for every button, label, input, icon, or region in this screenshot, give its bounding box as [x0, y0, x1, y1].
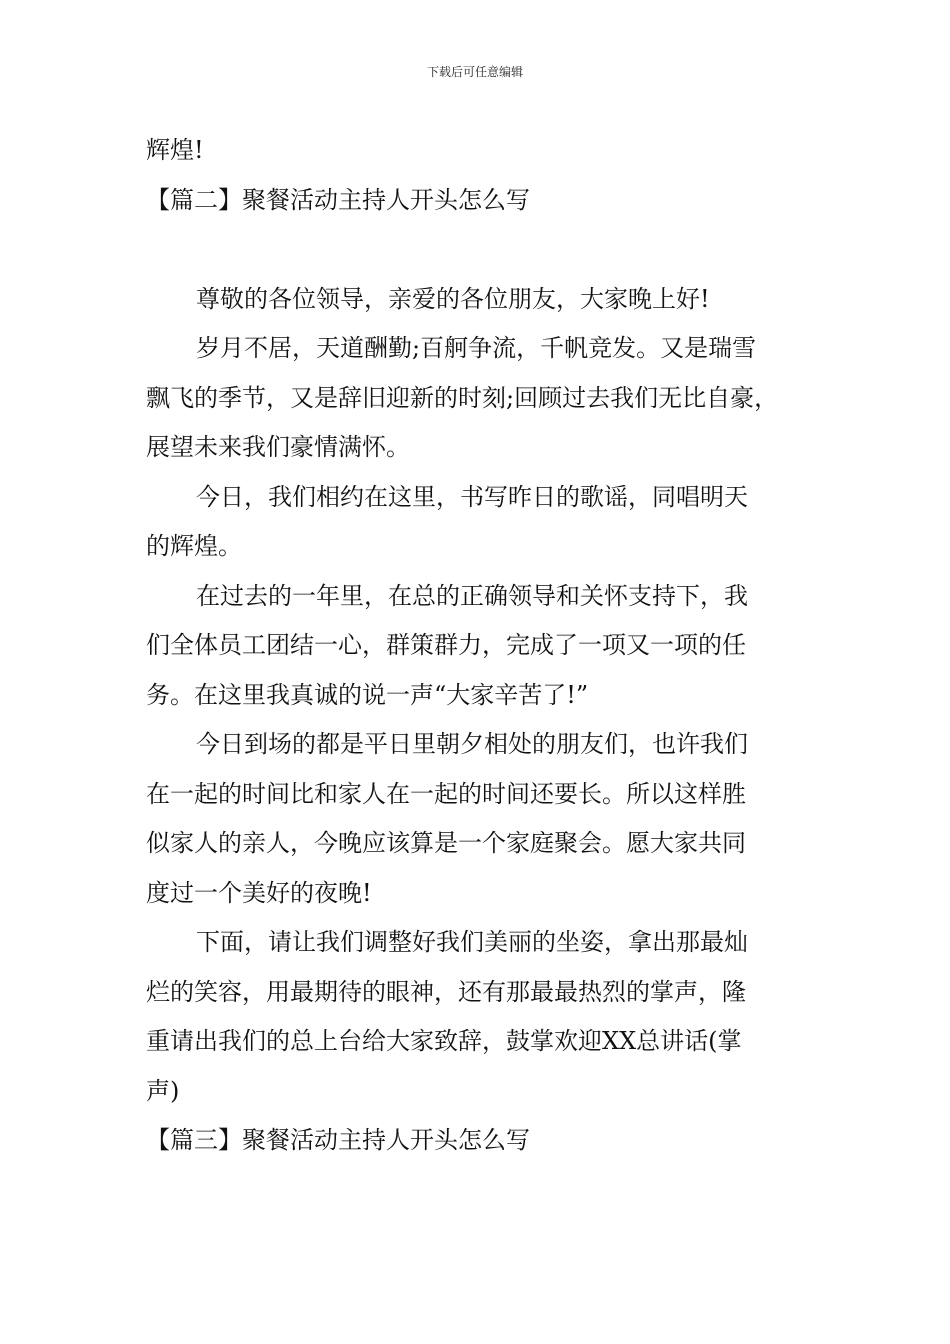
text-line: 声): [146, 1076, 180, 1105]
paragraph-start: 下面，请让我们调整好我们美丽的坐姿，拿出那最灿: [196, 928, 748, 956]
text-line: 度过一个美好的夜晚!: [146, 878, 372, 907]
text-line: 们全体员工团结一心，群策群力，完成了一项又一项的任: [146, 631, 746, 659]
text-line: 重请出我们的总上台给大家致辞，鼓掌欢迎XX总讲话(掌: [146, 1027, 742, 1055]
document-body: [146, 126, 810, 1166]
text-line: 务。在这里我真诚的说一声“大家辛苦了!”: [146, 680, 589, 709]
blank-line: [146, 225, 810, 275]
section-heading: 【篇三】聚餐活动主持人开头怎么写: [146, 1126, 530, 1154]
page-header: 下载后可任意编辑: [426, 65, 523, 79]
text-line: 展望未来我们豪情满怀。: [146, 433, 410, 461]
paragraph-start: 岁月不居，天道酬勤;百舸争流，千帆竞发。又是瑞雪: [196, 334, 757, 362]
paragraph-start: 在过去的一年里，在总的正确领导和关怀支持下，我: [196, 581, 748, 610]
text-line: 飘飞的季节，又是辞旧迎新的时刻;回顾过去我们无比自豪，: [146, 383, 779, 412]
text-line: 辉煌!: [146, 136, 204, 164]
text-line: 的辉煌。: [146, 532, 242, 560]
text-line: 烂的笑容，用最期待的眼神，还有那最最热烈的掌声，隆: [146, 977, 746, 1006]
section-heading: 【篇二】聚餐活动主持人开头怎么写: [146, 185, 530, 214]
paragraph-start: 今日到场的都是平日里朝夕相处的朋友们，也许我们: [196, 730, 748, 758]
paragraph-start: 今日，我们相约在这里，书写昨日的歌谣，同唱明天: [196, 482, 748, 511]
paragraph-start: 尊敬的各位领导，亲爱的各位朋友，大家晚上好!: [196, 284, 710, 313]
text-line: 似家人的亲人，今晚应该算是一个家庭聚会。愿大家共同: [146, 829, 746, 857]
text-line: 在一起的时间比和家人在一起的时间还要长。所以这样胜: [146, 779, 746, 808]
